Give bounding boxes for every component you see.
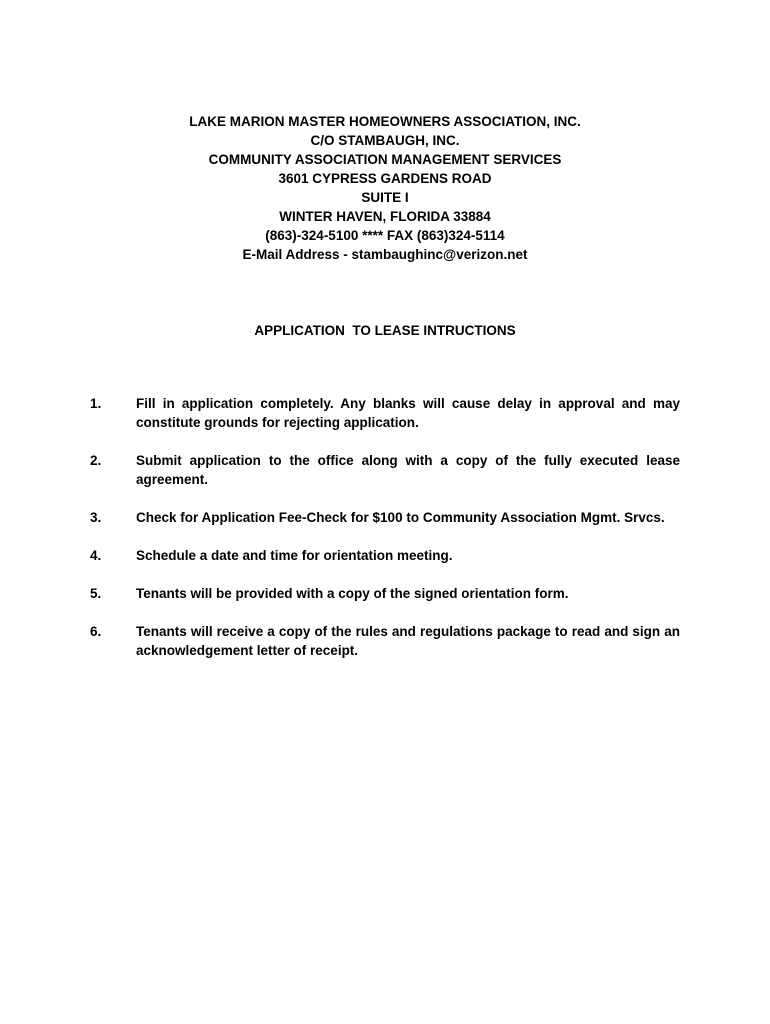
email-line: E-Mail Address - stambaughinc@verizon.net: [242, 247, 528, 262]
item-text: Tenants will be provided with a copy of the signed orientation form.: [136, 586, 569, 601]
item-text: Tenants will receive a copy of the rules and regulations package to read and sign an acknowledgement letter of receipt.: [136, 624, 680, 658]
list-item: [90, 394, 680, 432]
item-number: 2.: [90, 453, 102, 468]
item-number: 3.: [90, 510, 102, 525]
care-of-line: C/O STAMBAUGH, INC.: [310, 133, 460, 148]
phone-fax-line: (863)-324-5100 **** FAX (863)324-5114: [265, 228, 505, 243]
item-number: 1.: [90, 396, 102, 411]
suite-line: SUITE I: [361, 190, 409, 205]
item-number: 4.: [90, 548, 102, 563]
instructions-list: [90, 394, 680, 660]
association-name: LAKE MARION MASTER HOMEOWNERS ASSOCIATION, INC.: [189, 114, 581, 129]
list-item: [90, 622, 680, 660]
city-state-zip: WINTER HAVEN, FLORIDA 33884: [279, 209, 491, 224]
list-item: [90, 451, 680, 489]
list-item: [90, 584, 680, 603]
list-item: [90, 546, 680, 565]
item-number: 5.: [90, 586, 102, 601]
street-address: 3601 CYPRESS GARDENS ROAD: [278, 171, 492, 186]
item-text: Submit application to the office along with a copy of the fully executed lease agreement.: [136, 453, 680, 487]
document-title: APPLICATION TO LEASE INTRUCTIONS: [254, 323, 516, 338]
management-services-line: COMMUNITY ASSOCIATION MANAGEMENT SERVICES: [208, 152, 562, 167]
item-number: 6.: [90, 624, 102, 639]
item-text: Fill in application completely. Any blanks will cause delay in approval and may constitute grounds for rejecting application.: [136, 396, 680, 430]
letterhead: [0, 112, 770, 264]
list-item: [90, 508, 680, 527]
item-text: Schedule a date and time for orientation meeting.: [136, 548, 453, 563]
item-text: Check for Application Fee-Check for $100 to Community Association Mgmt. Srvcs.: [136, 510, 665, 525]
